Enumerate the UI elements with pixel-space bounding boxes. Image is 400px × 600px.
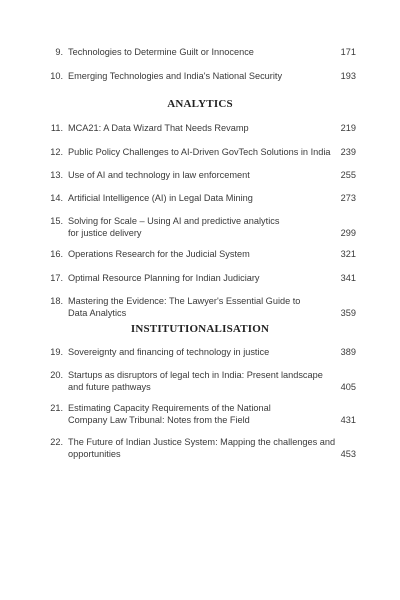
toc-entry-title-line: Optimal Resource Planning for Indian Judiciary bbox=[68, 273, 260, 283]
toc-entry-title-line: Public Policy Challenges to AI-Driven GovTech Solutions in India bbox=[68, 147, 331, 157]
toc-entry-page-number: 299 bbox=[340, 227, 356, 238]
toc-entry-page-number: 171 bbox=[340, 47, 356, 57]
toc-entry-title bbox=[68, 147, 331, 159]
toc-entry-page-number: 273 bbox=[340, 193, 356, 203]
toc-entry-page-number: 219 bbox=[340, 123, 356, 133]
toc-entry-page-number: 255 bbox=[340, 170, 356, 180]
toc-entry-title-line: Solving for Scale – Using AI and predictive analytics bbox=[68, 216, 280, 226]
toc-entry-number: 11. bbox=[50, 123, 63, 133]
toc-entry-title-line: Emerging Technologies and India's National Security bbox=[68, 71, 283, 81]
toc-entry-title bbox=[68, 347, 318, 359]
toc-entry-page-number: 321 bbox=[340, 249, 356, 259]
toc-entry-page-number: 389 bbox=[340, 347, 356, 357]
toc-entry-title bbox=[68, 71, 318, 83]
toc-entry-title-line: The Future of Indian Justice System: Mapping the challenges and bbox=[68, 437, 336, 447]
toc-entry-title-line: Technologies to Determine Guilt or Innocence bbox=[68, 47, 254, 57]
toc-entry-number: 12. bbox=[50, 147, 63, 157]
section-heading-institutionalisation: INSTITUTIONALISATION bbox=[130, 323, 270, 335]
toc-entry-title bbox=[68, 123, 318, 135]
toc-entry-title bbox=[68, 370, 323, 393]
toc-entry-title-line: Artificial Intelligence (AI) in Legal Data Mining bbox=[68, 193, 253, 203]
toc-entry-number: 17. bbox=[50, 273, 63, 283]
toc-entry-title bbox=[68, 47, 318, 59]
toc-entry-title-line: Mastering the Evidence: The Lawyer's Essential Guide to bbox=[68, 296, 301, 306]
toc-entry-title-line: Operations Research for the Judicial System bbox=[68, 249, 250, 259]
toc-entry-title-line: Use of AI and technology in law enforcement bbox=[68, 170, 250, 180]
toc-entry-title bbox=[68, 216, 318, 239]
toc-entry-number: 15. bbox=[50, 216, 63, 226]
toc-entry-title-line: opportunities bbox=[68, 448, 121, 459]
toc-entry-title-line: Sovereignty and financing of technology in justice bbox=[68, 347, 270, 357]
toc-entry-title-line: and future pathways bbox=[68, 381, 151, 392]
toc-entry-title bbox=[68, 437, 336, 460]
toc-entry-title-line: Data Analytics bbox=[68, 307, 127, 318]
toc-entry-title-line: for justice delivery bbox=[68, 227, 142, 238]
toc-entry-number: 18. bbox=[50, 296, 63, 306]
toc-entry-page-number: 239 bbox=[340, 147, 356, 157]
toc-entry-number: 21. bbox=[50, 403, 63, 413]
toc-entry-number: 10. bbox=[50, 71, 63, 81]
toc-entry-title bbox=[68, 170, 318, 182]
toc-entry-number: 13. bbox=[50, 170, 63, 180]
toc-entry-title bbox=[68, 403, 318, 426]
toc-entry-title-line: MCA21: A Data Wizard That Needs Revamp bbox=[68, 123, 249, 133]
toc-entry-page-number: 405 bbox=[340, 381, 356, 392]
toc-entry-title-line: Startups as disruptors of legal tech in India: Present landscape bbox=[68, 370, 323, 380]
toc-entry-title bbox=[68, 249, 318, 261]
toc-entry-page-number: 193 bbox=[340, 71, 356, 81]
toc-entry-title-line: Estimating Capacity Requirements of the National bbox=[68, 403, 271, 413]
toc-entry-page-number: 359 bbox=[340, 307, 356, 318]
section-heading-analytics: ANALYTICS bbox=[167, 98, 233, 110]
toc-entry-page-number: 431 bbox=[340, 414, 356, 425]
toc-entry-number: 19. bbox=[50, 347, 63, 357]
toc-entry-page-number: 341 bbox=[340, 273, 356, 283]
toc-entry-title bbox=[68, 273, 318, 285]
toc-entry-number: 9. bbox=[55, 47, 63, 57]
toc-entry-number: 20. bbox=[50, 370, 63, 380]
toc-entry-page-number: 453 bbox=[340, 448, 356, 459]
toc-entry-title-line: Company Law Tribunal: Notes from the Field bbox=[68, 414, 250, 425]
toc-entry-number: 22. bbox=[50, 437, 63, 447]
toc-entry-title bbox=[68, 296, 318, 319]
toc-entry-title bbox=[68, 193, 318, 205]
toc-entry-number: 16. bbox=[50, 249, 63, 259]
toc-entry-number: 14. bbox=[50, 193, 63, 203]
